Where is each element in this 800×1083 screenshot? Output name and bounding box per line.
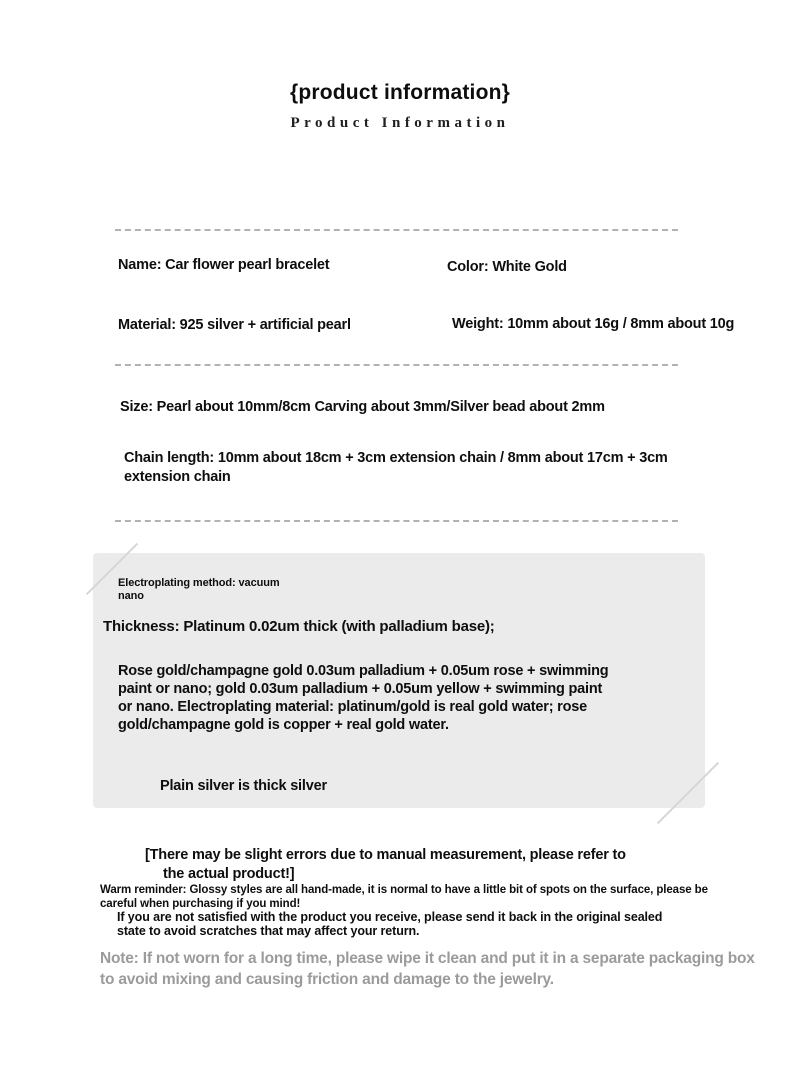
- return-policy-line1: If you are not satisfied with the product you receive, please send it back in the original sealed: [117, 910, 663, 924]
- warm-reminder-line2: careful when purchasing if you mind!: [100, 897, 301, 910]
- dashed-divider-top: [115, 229, 678, 231]
- plating-method-line1: Electroplating method: vacuum: [118, 577, 280, 589]
- plating-detail: [118, 662, 608, 734]
- return-policy-line2: state to avoid scratches that may affect your return.: [117, 923, 420, 938]
- spec-color: Color: White Gold: [447, 259, 567, 275]
- plating-detail-line3: or nano. Electroplating material: platinum/gold is real gold water; rose: [118, 699, 588, 715]
- page-subtitle: Product Information: [290, 115, 510, 131]
- plain-silver-note: Plain silver is thick silver: [160, 778, 327, 794]
- measurement-disclaimer-line1: [There may be slight errors due to manual measurement, please refer to: [145, 847, 626, 863]
- page-title: {product information}: [289, 81, 511, 104]
- care-note-line1: Note: If not worn for a long time, please wipe it clean and put it in a separate packaging box: [100, 950, 755, 967]
- plating-detail-line4: gold/champagne gold is copper + real gold water.: [118, 717, 449, 733]
- spec-chain-length: [124, 449, 744, 487]
- plating-method: [118, 577, 280, 603]
- plating-thickness: Thickness: Platinum 0.02um thick (with palladium base);: [103, 618, 495, 635]
- plating-method-line2: nano: [118, 590, 144, 602]
- spec-chain-length-line2: extension chain: [124, 469, 231, 485]
- plating-detail-line1: Rose gold/champagne gold 0.03um palladium + 0.05um rose + swimming: [118, 663, 609, 679]
- plating-detail-line2: paint or nano; gold 0.03um palladium + 0.05um yellow + swimming paint: [118, 681, 603, 697]
- measurement-disclaimer-line2: the actual product!]: [163, 865, 295, 882]
- care-note: [100, 948, 755, 990]
- spec-material: Material: 925 silver + artificial pearl: [118, 317, 351, 333]
- return-policy: [117, 911, 662, 938]
- spec-size: Size: Pearl about 10mm/8cm Carving about 3mm/Silver bead about 2mm: [120, 399, 605, 415]
- dashed-divider-bottom: [115, 520, 678, 522]
- warm-reminder-line1: Warm reminder: Glossy styles are all hand-made, it is normal to have a little bit of spots on the surface, please be: [100, 884, 708, 896]
- spec-chain-length-line1: Chain length: 10mm about 18cm + 3cm extension chain / 8mm about 17cm + 3cm: [124, 450, 668, 466]
- spec-weight: Weight: 10mm about 16g / 8mm about 10g: [452, 316, 735, 332]
- dashed-divider-middle: [115, 364, 678, 366]
- measurement-disclaimer: [145, 846, 626, 883]
- spec-product-name: Name: Car flower pearl bracelet: [118, 257, 330, 273]
- care-note-line2: to avoid mixing and causing friction and damage to the jewelry.: [100, 971, 554, 988]
- warm-reminder: [100, 884, 708, 911]
